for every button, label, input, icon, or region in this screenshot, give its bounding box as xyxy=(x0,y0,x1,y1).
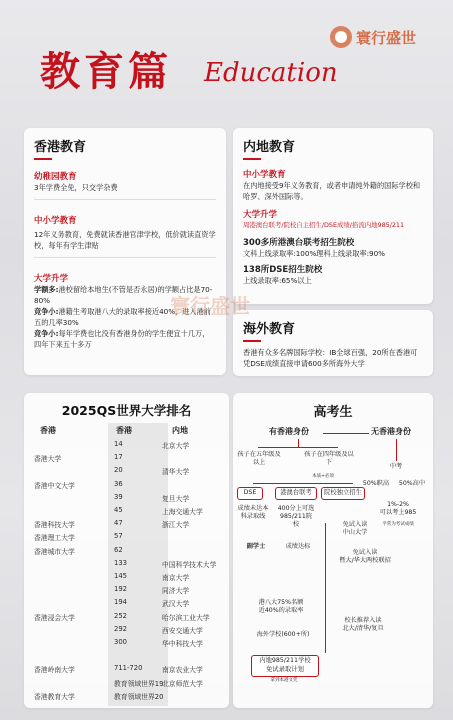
row-rank: 145 xyxy=(114,572,127,580)
brand-name: 寰行盛世 xyxy=(356,28,417,47)
rank-header-hk: 香港 xyxy=(40,426,56,435)
row-mainland-school: 中国科学技术大学 xyxy=(162,560,217,569)
zhongkao: 中考 xyxy=(389,463,403,470)
row-mainland-school: 西安交通大学 xyxy=(162,626,203,635)
hk-uni-title: 大学升学 xyxy=(34,274,69,284)
brand-logo xyxy=(330,26,416,48)
hk-kinder-text: 3年学费全免，只交学杂费 xyxy=(34,183,118,192)
rate-note: 平常为考试成绩 xyxy=(382,522,414,527)
hk-education-card xyxy=(24,128,226,375)
row-rank: 192 xyxy=(114,585,127,594)
hk-uni-line-3: 竞争小:每年学费也比没有香港身份的学生便宜十几万，四年下来五十多万 xyxy=(34,329,210,349)
watermark: 寰行盛世 xyxy=(170,294,250,318)
ml-school-text: 在内地接受9年义务教育，或者申请纯外籍的国际学校和哈罗、深外国际等。 xyxy=(243,181,421,201)
no-hk-id: 无香港身份 xyxy=(371,427,411,436)
hk-school-text: 12年义务教育，免费就读香港官津学校，低价就读直资学校，每年有学生津贴 xyxy=(34,230,216,250)
table-row xyxy=(24,519,249,529)
page-title-en: Education xyxy=(204,58,338,88)
after-grade4: 孩子在四年级及以下 xyxy=(304,451,354,466)
table-row xyxy=(24,651,249,661)
row-rank: 194 xyxy=(114,598,127,607)
divider xyxy=(34,257,216,258)
table-row xyxy=(24,678,249,688)
associate-degree: 副学士 xyxy=(246,543,266,550)
row-hk-school: 香港岭南大学 xyxy=(34,666,75,675)
row-hk-school: 香港大学 xyxy=(34,455,62,464)
table-row xyxy=(24,625,249,635)
table-row xyxy=(24,493,249,503)
page-title: 教育篇 xyxy=(40,49,172,95)
overseas-text: 香港有众多名牌国际学校：IB全球百强，20所在香港可凭DSE成绩直接申请600多所海外大学 xyxy=(243,348,418,368)
row-mainland-school: 南京大学 xyxy=(162,574,190,582)
flow-line xyxy=(396,439,397,461)
row-hk-school: 香港浸会大学 xyxy=(34,613,75,622)
zk-highschool: 50%高中 xyxy=(398,480,426,487)
pass-rate: 1%-2% 可以考上985 xyxy=(379,501,417,516)
ml-school-title: 中小学教育 xyxy=(243,170,286,180)
before-grade5: 孩子在五年级及以上 xyxy=(237,451,281,466)
mainland-title: 内地教育 xyxy=(243,140,296,155)
hk8-quota: 港八大75%名额 近40%的录取率 xyxy=(258,599,304,614)
overseas-education-card xyxy=(233,310,433,376)
table-row xyxy=(24,480,249,490)
row-rank: 47 xyxy=(114,519,123,528)
ml-300-text: 文科上线录取率:100%理科上线录取率:90% xyxy=(243,249,385,258)
row-mainland-school: 北京师范大学 xyxy=(162,679,203,688)
row-mainland-school: 清华大学 xyxy=(162,468,190,477)
dse-box: DSE xyxy=(237,487,263,500)
table-row xyxy=(24,598,249,608)
table-row xyxy=(24,664,249,674)
table-row xyxy=(24,572,249,582)
row-hk-school: 香港中文大学 xyxy=(34,481,75,490)
row-mainland-school: 北京大学 xyxy=(162,442,190,450)
table-row xyxy=(24,546,249,556)
flow-line xyxy=(325,523,326,653)
rank-header-mainland: 内地 xyxy=(172,426,188,435)
independent-box: 院校独立招生 xyxy=(321,487,365,500)
row-mainland-school: 华中科技大学 xyxy=(162,640,203,648)
principal-recommend: 校长推荐入读 北大/清华/复旦 xyxy=(342,617,384,632)
row-mainland-school: 复旦大学 xyxy=(162,494,190,503)
ranking-rows xyxy=(24,393,229,708)
overseas-schools: 海外学校(600+所) xyxy=(256,631,310,638)
hk-uni-line-2: 竞争小:港籍生考取港八大的录取率接近40%，进入港前五的几率30% xyxy=(34,307,211,327)
rank-header-rank: 香港 xyxy=(116,426,132,435)
mainland-free-plan: 内地985/211学校 免试录取计划 xyxy=(251,655,319,677)
table-row xyxy=(24,638,249,648)
row-mainland-school: 同济大学 xyxy=(162,587,190,596)
row-rank: 45 xyxy=(114,506,123,514)
joint-exam-box: 港澳台联考 xyxy=(275,487,317,500)
row-hk-school: 香港教育大学 xyxy=(34,692,75,701)
table-row xyxy=(24,506,249,516)
table-row xyxy=(24,691,249,701)
free-sysu: 免试入读 中山大学 xyxy=(342,521,368,536)
row-rank: 57 xyxy=(114,532,123,541)
row-hk-school: 香港科技大学 xyxy=(34,521,75,530)
brand-mark-icon xyxy=(330,26,352,48)
dse-below: 成绩未达本科录取线 xyxy=(237,505,269,520)
flow-line xyxy=(323,433,369,434)
table-row xyxy=(24,453,249,463)
row-mainland-school: 武汉大学 xyxy=(162,600,190,609)
row-rank: 教育领域世界19 xyxy=(114,679,164,688)
hk-kinder-title: 幼稚园教育 xyxy=(34,172,77,182)
gaokao-card xyxy=(233,393,433,708)
ml-uni-title: 大学升学 xyxy=(243,210,278,220)
divider xyxy=(34,199,216,200)
row-mainland-school: 浙江大学 xyxy=(162,521,190,530)
score-pass: 成绩达标 xyxy=(285,543,311,550)
hk-uni-line-1: 学额多:港校留给本地生(不管是否永居)的学额占比是70-80% xyxy=(34,285,213,305)
table-row xyxy=(24,612,249,622)
row-hk-school: 香港理工大学 xyxy=(34,534,75,543)
ml-300-title: 300多所港澳台联考招生院校 xyxy=(243,238,355,248)
row-rank: 14 xyxy=(114,440,123,448)
row-rank: 292 xyxy=(114,624,127,633)
gaokao-title: 高考生 xyxy=(313,405,353,420)
hk-title: 香港教育 xyxy=(34,140,87,155)
has-hk-id: 有香港身份 xyxy=(269,427,309,436)
overseas-title: 海外教育 xyxy=(243,322,296,337)
row-mainland-school: 上海交通大学 xyxy=(162,508,203,516)
row-mainland-school: 哈尔滨工业大学 xyxy=(162,613,210,622)
row-rank: 20 xyxy=(114,466,123,475)
joint-985: 400分上可选985/211院校 xyxy=(277,505,315,528)
mainland-education-card xyxy=(233,128,433,304)
flow-line xyxy=(298,439,299,447)
flow-line xyxy=(258,447,338,448)
qs-ranking-card xyxy=(24,393,229,708)
row-rank: 36 xyxy=(114,479,123,488)
hk-school-title: 中小学教育 xyxy=(34,216,77,226)
ranking-title: 2025QS世界大学排名 xyxy=(61,403,192,418)
row-rank: 39 xyxy=(114,492,123,501)
row-rank: 133 xyxy=(114,558,127,567)
bottom-note: 拿到本港文凭 xyxy=(270,678,298,683)
ml-138-text: 上线录取率:65%以上 xyxy=(243,276,312,285)
ml-uni-red: 周港澳台联考/院校自主招生/DSE成绩/掐流内地985/211 xyxy=(243,221,405,229)
row-rank: 教育领域世界20 xyxy=(114,692,164,701)
table-row xyxy=(24,532,249,542)
zk-vocational: 50%职高 xyxy=(362,480,390,487)
table-row xyxy=(24,440,249,450)
exam-note: 本质+必须 xyxy=(312,474,334,479)
flow-line xyxy=(253,483,353,484)
table-row xyxy=(24,466,249,476)
row-mainland-school: 南京农业大学 xyxy=(162,666,203,675)
table-row xyxy=(24,585,249,595)
row-rank: 62 xyxy=(114,545,123,554)
row-rank: 17 xyxy=(114,453,123,462)
row-rank: 252 xyxy=(114,611,127,620)
free-jnu: 免试入读 暨大/华大两校联招 xyxy=(339,549,391,564)
row-hk-school: 香港城市大学 xyxy=(34,547,75,556)
row-rank: 300 xyxy=(114,638,127,646)
table-row xyxy=(24,559,249,569)
row-rank: 711-720 xyxy=(114,664,143,673)
ml-138-title: 138所DSE招生院校 xyxy=(243,265,323,275)
